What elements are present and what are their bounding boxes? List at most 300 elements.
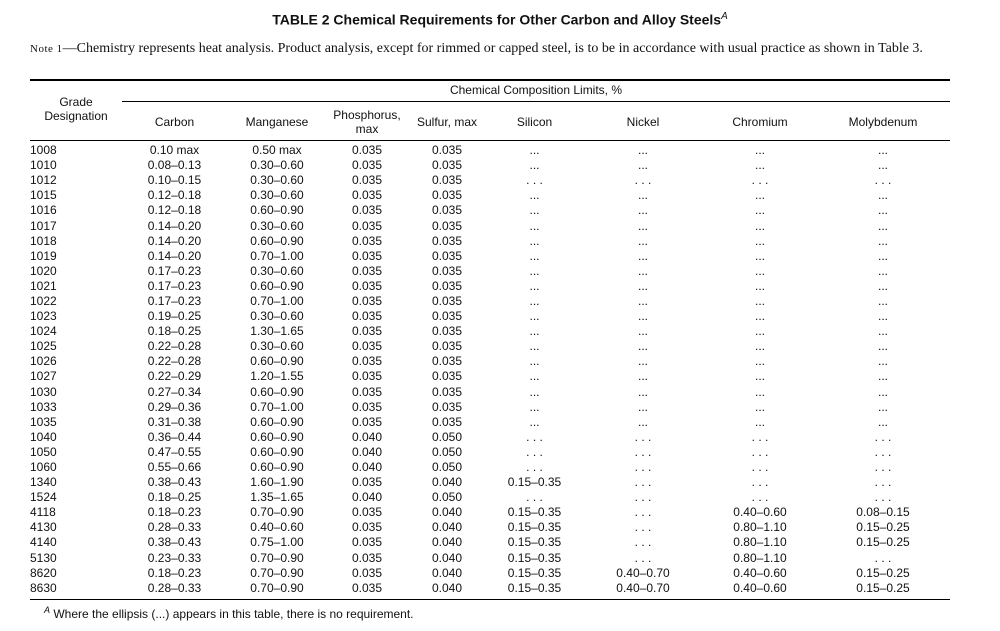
nickel-cell: ... (637, 384, 648, 399)
manganese-cell: 0.70–0.90 (250, 580, 304, 595)
table-row (30, 173, 950, 188)
grade-cell: 1050 (30, 444, 57, 459)
molybdenum-cell: ... (877, 248, 888, 263)
nickel-cell: 0.40–0.70 (616, 565, 670, 580)
sulfur-cell: 0.035 (431, 339, 463, 354)
phosphorus-cell: 0.035 (351, 158, 383, 173)
phosphorus-cell: 0.035 (351, 505, 383, 520)
phosphorus-cell: 0.035 (351, 309, 383, 324)
chromium-cell: ... (754, 324, 765, 339)
grade-cell: 1010 (30, 158, 57, 173)
chromium-cell: 0.40–0.60 (733, 580, 787, 595)
molybdenum-cell: ... (877, 399, 888, 414)
molybdenum-cell: . . . (874, 550, 892, 565)
sulfur-cell: 0.035 (431, 173, 463, 188)
carbon-cell: 0.22–0.28 (147, 339, 202, 354)
grade-cell: 5130 (30, 550, 57, 565)
silicon-cell: 0.15–0.35 (507, 520, 562, 535)
silicon-cell: ... (529, 233, 540, 248)
header-bottom-rule (30, 140, 950, 141)
molybdenum-cell: ... (877, 218, 888, 233)
chromium-cell: ... (754, 248, 765, 263)
table-row (30, 309, 950, 324)
grade-cell: 4130 (30, 520, 57, 535)
silicon-cell: 0.15–0.35 (507, 505, 562, 520)
table-row (30, 505, 950, 520)
chromium-cell: ... (754, 369, 765, 384)
nickel-cell: ... (637, 203, 648, 218)
phosphorus-cell: 0.035 (351, 414, 383, 429)
sulfur-cell: 0.040 (431, 520, 463, 535)
carbon-cell: 0.17–0.23 (147, 293, 202, 308)
chromium-cell: 0.40–0.60 (733, 565, 787, 580)
chromium-cell: 0.80–1.10 (733, 520, 787, 535)
chromium-cell: ... (754, 158, 765, 173)
grade-header-line-2: Designation (44, 109, 108, 123)
nickel-cell: ... (637, 369, 648, 384)
manganese-cell: 0.70–0.90 (250, 550, 304, 565)
nickel-cell: ... (637, 158, 648, 173)
sulfur-cell: 0.050 (431, 444, 463, 459)
table-title (0, 11, 1000, 28)
chromium-cell: ... (754, 263, 765, 278)
manganese-cell: 0.60–0.90 (250, 354, 304, 369)
chromium-cell: . . . (751, 173, 769, 188)
grade-designation-header (30, 95, 122, 123)
chromium-cell: ... (754, 339, 765, 354)
silicon-cell: . . . (526, 173, 543, 188)
silicon-cell: ... (529, 263, 540, 278)
grade-cell: 1023 (30, 309, 57, 324)
molybdenum-cell: . . . (874, 173, 892, 188)
sulfur-cell: 0.050 (431, 490, 463, 505)
chromium-cell: ... (754, 399, 765, 414)
carbon-cell: 0.17–0.23 (147, 263, 202, 278)
nickel-cell: ... (637, 278, 648, 293)
silicon-cell: . . . (526, 490, 543, 505)
phosphorus-cell: 0.035 (351, 475, 383, 490)
manganese-cell: 0.30–0.60 (250, 263, 304, 278)
carbon-cell: 0.27–0.34 (147, 384, 202, 399)
sulfur-cell: 0.040 (431, 475, 463, 490)
note-label: Note 1 (30, 43, 63, 55)
grade-cell: 1524 (30, 490, 57, 505)
grade-cell: 1033 (30, 399, 57, 414)
chromium-cell: ... (754, 203, 765, 218)
table-row (30, 581, 950, 596)
sulfur-cell: 0.035 (431, 384, 463, 399)
phosphorus-cell: 0.035 (351, 354, 383, 369)
table-row (30, 264, 950, 279)
nickel-cell: ... (637, 248, 648, 263)
grade-cell: 4140 (30, 535, 57, 550)
silicon-header: Silicon (516, 115, 553, 129)
manganese-cell: 0.30–0.60 (250, 188, 304, 203)
nickel-cell: ... (637, 324, 648, 339)
molybdenum-cell: ... (877, 293, 888, 308)
table-row (30, 249, 950, 264)
phosphorus-cell: 0.035 (351, 203, 383, 218)
molybdenum-cell: 0.15–0.25 (856, 535, 910, 550)
table-row (30, 415, 950, 430)
phosphorus-cell: 0.035 (351, 369, 383, 384)
table-title-footnote-marker: A (721, 11, 728, 22)
note-text: —Chemistry represents heat analysis. Product analysis, except for rimmed or capped steel, is to be in accordance with usual practice as shown in Table 3. (62, 41, 923, 56)
phosphorus-cell: 0.035 (351, 580, 383, 595)
carbon-cell: 0.38–0.43 (147, 475, 202, 490)
manganese-header: Manganese (245, 115, 309, 129)
grade-cell: 1021 (30, 278, 57, 293)
nickel-cell: . . . (634, 550, 652, 565)
grade-cell: 1020 (30, 263, 57, 278)
grade-cell: 1060 (30, 460, 57, 475)
molybdenum-cell: ... (877, 324, 888, 339)
nickel-cell: ... (637, 339, 648, 354)
molybdenum-header: Molybdenum (848, 115, 918, 129)
phosphorus-cell: 0.040 (351, 490, 383, 505)
manganese-cell: 0.60–0.90 (250, 444, 304, 459)
silicon-cell: ... (529, 339, 540, 354)
manganese-cell: 0.30–0.60 (250, 218, 304, 233)
carbon-cell: 0.38–0.43 (147, 535, 202, 550)
grade-header-line-1: Grade (59, 95, 93, 109)
sulfur-cell: 0.050 (431, 460, 463, 475)
chromium-cell: 0.40–0.60 (733, 505, 787, 520)
table-row (30, 188, 950, 203)
chromium-cell: . . . (751, 444, 769, 459)
chromium-cell: . . . (751, 475, 769, 490)
nickel-cell: . . . (634, 535, 652, 550)
silicon-cell: ... (529, 143, 540, 158)
molybdenum-cell: ... (877, 384, 888, 399)
nickel-cell: ... (637, 309, 648, 324)
sulfur-cell: 0.035 (431, 414, 463, 429)
molybdenum-cell: ... (877, 354, 888, 369)
molybdenum-cell: 0.08–0.15 (856, 505, 910, 520)
table-row (30, 385, 950, 400)
chromium-header: Chromium (732, 115, 788, 129)
nickel-cell: ... (637, 218, 648, 233)
nickel-cell: . . . (634, 460, 652, 475)
silicon-cell: 0.15–0.35 (507, 550, 562, 565)
sulfur-cell: 0.035 (431, 399, 463, 414)
nickel-cell: ... (637, 143, 648, 158)
grade-cell: 4118 (30, 505, 56, 520)
chromium-cell: 0.80–1.10 (733, 550, 787, 565)
nickel-cell: . . . (634, 444, 652, 459)
manganese-cell: 0.60–0.90 (250, 460, 304, 475)
carbon-cell: 0.08–0.13 (147, 158, 202, 173)
chromium-cell: . . . (751, 460, 769, 475)
chromium-cell: ... (754, 354, 765, 369)
table-row (30, 400, 950, 415)
sulfur-cell: 0.040 (431, 505, 463, 520)
carbon-cell: 0.23–0.33 (147, 550, 202, 565)
nickel-cell: . . . (634, 520, 652, 535)
nickel-cell: . . . (634, 490, 652, 505)
sulfur-cell: 0.035 (431, 278, 463, 293)
grade-cell: 1018 (30, 233, 57, 248)
sulfur-cell: 0.035 (431, 203, 463, 218)
molybdenum-cell: 0.15–0.25 (856, 580, 910, 595)
grade-cell: 1030 (30, 384, 57, 399)
manganese-cell: 0.60–0.90 (250, 233, 304, 248)
sulfur-cell: 0.040 (431, 535, 463, 550)
carbon-cell: 0.55–0.66 (147, 460, 202, 475)
table-row (30, 339, 950, 354)
grade-cell: 1012 (30, 173, 57, 188)
phosphorus-cell: 0.035 (351, 188, 383, 203)
carbon-cell: 0.22–0.29 (147, 369, 202, 384)
chromium-cell: ... (754, 384, 765, 399)
phosphorus-header-line-2: max (355, 122, 379, 136)
silicon-cell: ... (529, 278, 540, 293)
grade-cell: 1022 (30, 293, 57, 308)
silicon-cell: . . . (526, 460, 543, 475)
table-row (30, 369, 950, 384)
nickel-cell: . . . (634, 173, 652, 188)
carbon-cell: 0.12–0.18 (147, 203, 202, 218)
sulfur-cell: 0.035 (431, 324, 463, 339)
carbon-cell: 0.19–0.25 (147, 309, 202, 324)
manganese-cell: 0.30–0.60 (250, 309, 304, 324)
manganese-cell: 0.60–0.90 (250, 414, 304, 429)
grade-cell: 1035 (30, 414, 57, 429)
sulfur-cell: 0.035 (431, 188, 463, 203)
molybdenum-cell: ... (877, 278, 888, 293)
carbon-cell: 0.10 max (149, 143, 200, 158)
carbon-header: Carbon (154, 115, 195, 129)
molybdenum-cell: ... (877, 233, 888, 248)
table-row (30, 535, 950, 550)
table-row (30, 490, 950, 505)
phosphorus-cell: 0.035 (351, 248, 383, 263)
phosphorus-cell: 0.035 (351, 399, 383, 414)
table-row (30, 279, 950, 294)
chromium-cell: ... (754, 293, 765, 308)
table-note (30, 41, 965, 57)
table-row (30, 294, 950, 309)
nickel-cell: ... (637, 399, 648, 414)
manganese-cell: 0.70–1.00 (250, 248, 304, 263)
composition-group-header: Chemical Composition Limits, % (449, 83, 623, 97)
sulfur-cell: 0.035 (431, 233, 463, 248)
phosphorus-cell: 0.035 (351, 143, 383, 158)
nickel-cell: . . . (634, 505, 652, 520)
silicon-cell: ... (529, 369, 540, 384)
carbon-cell: 0.12–0.18 (147, 188, 202, 203)
sulfur-cell: 0.050 (431, 429, 463, 444)
grade-cell: 1008 (30, 143, 57, 158)
sulfur-cell: 0.040 (431, 550, 463, 565)
sulfur-cell: 0.035 (431, 354, 463, 369)
phosphorus-header-line-1: Phosphorus, (333, 108, 401, 122)
carbon-cell: 0.31–0.38 (147, 414, 202, 429)
sulfur-cell: 0.040 (431, 580, 463, 595)
manganese-cell: 0.70–1.00 (250, 399, 304, 414)
manganese-cell: 0.50 max (252, 143, 302, 158)
nickel-cell: . . . (634, 475, 652, 490)
nickel-cell: ... (637, 188, 648, 203)
phosphorus-cell: 0.035 (351, 339, 383, 354)
chromium-cell: ... (754, 278, 765, 293)
carbon-cell: 0.28–0.33 (147, 520, 202, 535)
phosphorus-cell: 0.035 (351, 233, 383, 248)
footnote-marker: A (44, 605, 51, 615)
table-row (30, 430, 950, 445)
grade-cell: 8620 (30, 565, 57, 580)
carbon-cell: 0.36–0.44 (147, 429, 202, 444)
molybdenum-cell: 0.15–0.25 (856, 565, 910, 580)
silicon-cell: 0.15–0.35 (507, 475, 562, 490)
molybdenum-cell: ... (877, 263, 888, 278)
sulfur-cell: 0.035 (431, 158, 463, 173)
molybdenum-cell: ... (877, 414, 888, 429)
table-row (30, 158, 950, 173)
table-row (30, 324, 950, 339)
grade-cell: 1024 (30, 324, 57, 339)
manganese-cell: 1.60–1.90 (250, 475, 304, 490)
manganese-cell: 0.60–0.90 (250, 278, 304, 293)
sulfur-cell: 0.035 (431, 369, 463, 384)
table-row (30, 143, 950, 158)
silicon-cell: ... (529, 203, 540, 218)
manganese-cell: 0.30–0.60 (250, 173, 304, 188)
table-row (30, 234, 950, 249)
footnote-text: Where the ellipsis (...) appears in this table, there is no requirement. (50, 607, 414, 621)
manganese-cell: 1.30–1.65 (250, 324, 304, 339)
carbon-cell: 0.47–0.55 (147, 444, 202, 459)
phosphorus-cell: 0.040 (351, 429, 383, 444)
manganese-cell: 0.60–0.90 (250, 203, 304, 218)
chromium-cell: . . . (751, 429, 769, 444)
table-row (30, 520, 950, 535)
manganese-cell: 0.70–0.90 (250, 565, 304, 580)
phosphorus-cell: 0.035 (351, 550, 383, 565)
phosphorus-cell: 0.035 (351, 324, 383, 339)
chromium-cell: ... (754, 414, 765, 429)
nickel-cell: ... (637, 354, 648, 369)
sulfur-cell: 0.035 (431, 309, 463, 324)
manganese-cell: 0.70–0.90 (250, 505, 304, 520)
manganese-cell: 1.20–1.55 (250, 369, 304, 384)
carbon-cell: 0.17–0.23 (147, 278, 202, 293)
nickel-cell: ... (637, 414, 648, 429)
table-row (30, 218, 950, 233)
table-row (30, 203, 950, 218)
phosphorus-header (327, 108, 407, 136)
molybdenum-cell: . . . (874, 490, 892, 505)
molybdenum-cell: 0.15–0.25 (856, 520, 910, 535)
molybdenum-cell: ... (877, 143, 888, 158)
chromium-cell: ... (754, 309, 765, 324)
carbon-cell: 0.18–0.25 (147, 490, 202, 505)
silicon-cell: 0.15–0.35 (507, 565, 562, 580)
grade-cell: 1027 (30, 369, 57, 384)
table-row (30, 354, 950, 369)
manganese-cell: 0.40–0.60 (250, 520, 304, 535)
sulfur-cell: 0.035 (431, 263, 463, 278)
table-top-rule (30, 79, 950, 81)
nickel-cell: . . . (634, 429, 652, 444)
nickel-cell: ... (637, 263, 648, 278)
silicon-cell: 0.15–0.35 (507, 535, 562, 550)
silicon-cell: ... (529, 354, 540, 369)
table-row (30, 566, 950, 581)
nickel-cell: 0.40–0.70 (616, 580, 670, 595)
table-footnote (44, 605, 414, 621)
silicon-cell: ... (529, 293, 540, 308)
sulfur-cell: 0.035 (431, 248, 463, 263)
phosphorus-cell: 0.035 (351, 565, 383, 580)
grade-cell: 1015 (30, 188, 57, 203)
silicon-cell: . . . (526, 429, 543, 444)
molybdenum-cell: . . . (874, 444, 892, 459)
carbon-cell: 0.14–0.20 (147, 233, 202, 248)
table-row (30, 460, 950, 475)
silicon-cell: ... (529, 248, 540, 263)
silicon-cell: ... (529, 384, 540, 399)
chemical-requirements-table (30, 143, 950, 596)
silicon-cell: ... (529, 188, 540, 203)
molybdenum-cell: ... (877, 158, 888, 173)
manganese-cell: 1.35–1.65 (250, 490, 304, 505)
phosphorus-cell: 0.035 (351, 293, 383, 308)
chromium-cell: . . . (751, 490, 769, 505)
molybdenum-cell: . . . (874, 460, 892, 475)
silicon-cell: ... (529, 218, 540, 233)
grade-cell: 1040 (30, 429, 57, 444)
carbon-cell: 0.18–0.23 (147, 565, 202, 580)
molybdenum-cell: ... (877, 369, 888, 384)
carbon-cell: 0.18–0.23 (147, 505, 202, 520)
sulfur-header: Sulfur, max (416, 115, 478, 129)
silicon-cell: ... (529, 158, 540, 173)
carbon-cell: 0.28–0.33 (147, 580, 202, 595)
table-bottom-rule (30, 599, 950, 600)
manganese-cell: 0.60–0.90 (250, 384, 304, 399)
molybdenum-cell: ... (877, 203, 888, 218)
phosphorus-cell: 0.035 (351, 520, 383, 535)
manganese-cell: 0.60–0.90 (250, 429, 304, 444)
phosphorus-cell: 0.035 (351, 263, 383, 278)
phosphorus-cell: 0.035 (351, 384, 383, 399)
silicon-cell: ... (529, 399, 540, 414)
carbon-cell: 0.14–0.20 (147, 218, 202, 233)
grade-cell: 8630 (30, 580, 57, 595)
chromium-cell: 0.80–1.10 (733, 535, 787, 550)
chromium-cell: ... (754, 233, 765, 248)
group-header-rule (122, 101, 950, 102)
phosphorus-cell: 0.035 (351, 218, 383, 233)
phosphorus-cell: 0.040 (351, 444, 383, 459)
molybdenum-cell: ... (877, 309, 888, 324)
nickel-cell: ... (637, 293, 648, 308)
manganese-cell: 0.70–1.00 (250, 293, 304, 308)
grade-cell: 1340 (30, 475, 57, 490)
phosphorus-cell: 0.040 (351, 460, 383, 475)
table-row (30, 551, 950, 566)
silicon-cell: . . . (526, 444, 543, 459)
grade-cell: 1017 (30, 218, 57, 233)
nickel-header: Nickel (626, 115, 660, 129)
grade-cell: 1025 (30, 339, 57, 354)
table-row (30, 475, 950, 490)
molybdenum-cell: ... (877, 188, 888, 203)
silicon-cell: ... (529, 309, 540, 324)
grade-cell: 1026 (30, 354, 57, 369)
silicon-cell: ... (529, 414, 540, 429)
